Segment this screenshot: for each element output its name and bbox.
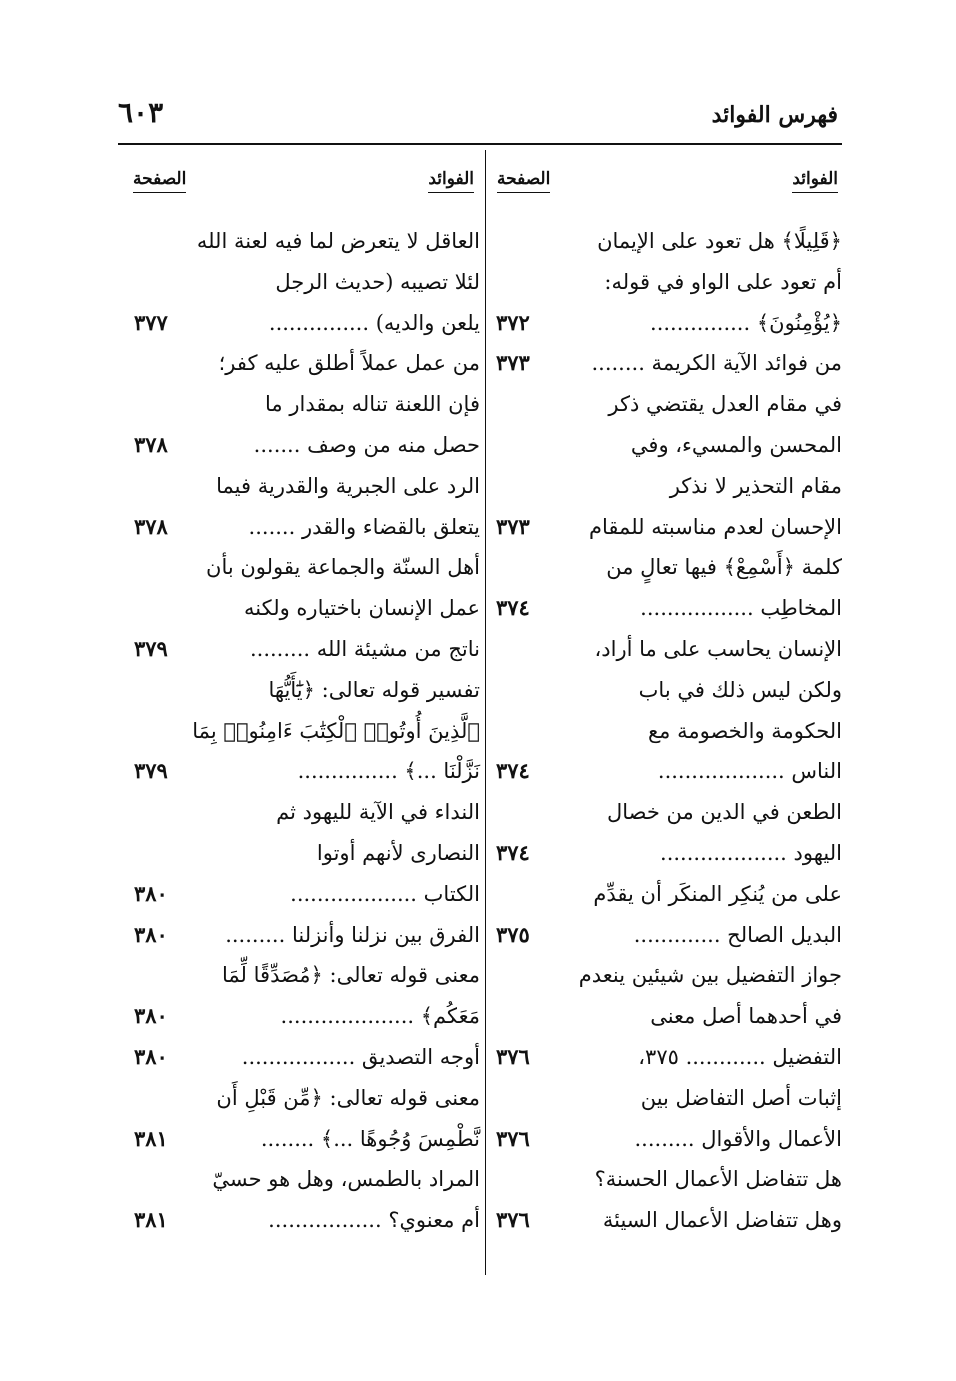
entry-text: مَعَكُم﴾ .................... bbox=[280, 1004, 480, 1029]
entry-text: يتعلق بالقضاء والقدر ....... bbox=[248, 514, 480, 539]
entry-text: الحكومة والخصومة مع bbox=[647, 718, 842, 743]
entry-text: ناتج من مشيئة الله ......... bbox=[249, 636, 480, 661]
index-entry-line bbox=[128, 384, 480, 425]
running-title: فهرس الفوائد bbox=[711, 102, 838, 128]
entry-page-number: ٣٧٣ bbox=[496, 350, 530, 376]
index-entry-line bbox=[490, 588, 842, 629]
index-entry-line bbox=[128, 1078, 480, 1119]
index-entry-line bbox=[128, 915, 480, 956]
index-entry-line bbox=[128, 751, 480, 792]
index-entry-line bbox=[490, 955, 842, 996]
entry-text: أم معنوي؟ ................. bbox=[268, 1208, 480, 1233]
index-entry-line bbox=[490, 466, 842, 507]
entry-page-number: ٣٨٠ bbox=[134, 880, 168, 906]
index-entry-line bbox=[128, 466, 480, 507]
index-entry-line bbox=[490, 303, 842, 344]
index-entry-line bbox=[128, 670, 480, 711]
index-entry-line bbox=[128, 425, 480, 466]
index-entry-line bbox=[128, 1200, 480, 1241]
index-entry-line bbox=[490, 425, 842, 466]
entry-text: أهل السنّة والجماعة يقولون بأن bbox=[206, 555, 480, 580]
entry-text: نَّطْمِسَ وُجُوهًا ...﴾ ........ bbox=[260, 1126, 480, 1151]
index-entry-line bbox=[490, 629, 842, 670]
entry-text: الناس ................... bbox=[657, 759, 842, 784]
index-entry-line bbox=[128, 1159, 480, 1200]
entry-page-number: ٣٧٧ bbox=[134, 309, 168, 335]
entry-page-number: ٣٧٤ bbox=[496, 758, 530, 784]
index-entry-line bbox=[490, 1119, 842, 1160]
entry-page-number: ٣٧٦ bbox=[496, 1207, 530, 1233]
entry-page-number: ٣٧٢ bbox=[496, 309, 530, 335]
index-entry-line bbox=[490, 711, 842, 752]
entry-page-number: ٣٧٤ bbox=[496, 595, 530, 621]
entry-text: وهل تتفاضل الأعمال السيئة bbox=[602, 1208, 842, 1233]
index-entry-line bbox=[490, 833, 842, 874]
entry-text: فإن اللعنة تناله بمقدار ما bbox=[265, 392, 480, 417]
entry-text: الفرق بين نزلنا وأنزلنا ......... bbox=[225, 922, 480, 947]
entry-text: تفسير قوله تعالى: ﴿يَٰٓأَيُّهَا bbox=[268, 677, 480, 702]
entry-text: إثبات أصل التفاضل بين bbox=[640, 1085, 842, 1110]
entry-text: الأعمال والأقوال ......... bbox=[634, 1126, 842, 1151]
entry-text: المراد بالطمس، وهل هو حسيّ bbox=[212, 1167, 480, 1192]
entry-text: في مقام العدل يقتضي ذكر bbox=[608, 392, 842, 417]
entry-text: اليهود ................... bbox=[660, 840, 842, 865]
entry-text: النداء في الآية لليهود ثم bbox=[276, 800, 480, 825]
entry-text: معنى قوله تعالى: ﴿مِّن قَبْلِ أَن bbox=[216, 1085, 480, 1110]
index-entry-line bbox=[490, 996, 842, 1037]
left-index-column bbox=[128, 221, 480, 1241]
entry-page-number: ٣٧٥ bbox=[496, 921, 530, 947]
entry-text: ولكن ليس ذلك في باب bbox=[638, 677, 842, 702]
index-entry-line bbox=[490, 507, 842, 548]
index-entry-line bbox=[490, 915, 842, 956]
index-entry-line bbox=[490, 670, 842, 711]
entry-text: أوجه التصديق ................. bbox=[241, 1044, 480, 1069]
entry-page-number: ٣٧٤ bbox=[496, 839, 530, 865]
entry-text: حصل منه من وصف ....... bbox=[253, 432, 480, 457]
entry-text: معنى قوله تعالى: ﴿مُصَدِّقًا لِّمَا bbox=[222, 963, 480, 988]
entry-text: التفضيل ............ ٣٧٥، bbox=[638, 1044, 842, 1069]
index-entry-line bbox=[128, 588, 480, 629]
left-column-page-header: الصفحة bbox=[133, 168, 186, 193]
entry-page-number: ٣٨١ bbox=[134, 1125, 168, 1151]
index-entry-line bbox=[490, 1037, 842, 1078]
index-entry-line bbox=[128, 547, 480, 588]
index-entry-line bbox=[490, 1200, 842, 1241]
index-entry-line bbox=[128, 711, 480, 752]
index-entry-line bbox=[128, 343, 480, 384]
right-index-column bbox=[490, 221, 842, 1241]
index-entry-line bbox=[490, 221, 842, 262]
entry-text: كلمة ﴿أَسْمِعْ﴾ فيها تعالٍ من bbox=[606, 555, 842, 580]
header-rule bbox=[118, 143, 842, 145]
index-entry-line bbox=[128, 874, 480, 915]
index-entry-line bbox=[490, 384, 842, 425]
index-entry-line bbox=[128, 833, 480, 874]
entry-text: لئلا تصيبه (حديث الرجل bbox=[275, 269, 480, 294]
entry-page-number: ٣٨٠ bbox=[134, 921, 168, 947]
entry-text: ﴿يُؤْمِنُونَ﴾ ............... bbox=[650, 310, 842, 335]
index-entry-line bbox=[128, 303, 480, 344]
index-entry-line bbox=[490, 874, 842, 915]
entry-text: مقام التحذير لا نذكر bbox=[669, 473, 842, 498]
left-column-topic-header: الفوائد bbox=[428, 168, 474, 193]
index-entry-line bbox=[128, 221, 480, 262]
entry-text: الإحسان لعدم مناسبته للمقام bbox=[589, 514, 842, 539]
entry-page-number: ٣٧٩ bbox=[134, 635, 168, 661]
entry-text: من فوائد الآية الكريمة ........ bbox=[591, 351, 842, 376]
entry-page-number: ٣٨٠ bbox=[134, 1003, 168, 1029]
entry-text: من عمل عملاً أطلق عليه كفر؛ bbox=[218, 351, 480, 376]
entry-text: الإنسان يحاسب على ما أراد، bbox=[594, 636, 842, 661]
entry-text: في أحدهما أصل معنى bbox=[650, 1004, 842, 1029]
entry-text: الكتاب ................... bbox=[290, 881, 480, 906]
entry-text: النصارى لأنهم أوتوا bbox=[316, 840, 480, 865]
entry-text: البديل الصالح ............. bbox=[633, 922, 842, 947]
entry-text: المخاطِب ................. bbox=[640, 596, 842, 621]
entry-text: العاقل لا يتعرض لما فيه لعنة الله bbox=[196, 229, 480, 253]
index-entry-line bbox=[128, 507, 480, 548]
column-divider bbox=[485, 150, 486, 1275]
entry-page-number: ٣٧٨ bbox=[134, 513, 168, 539]
entry-text: ﴿قَلِيلًا﴾ هل تعود على الإيمان bbox=[597, 229, 842, 253]
entry-page-number: ٣٨١ bbox=[134, 1207, 168, 1233]
entry-text: يلعن والديه) ............... bbox=[268, 310, 480, 335]
entry-text: أم تعود على الواو في قوله: bbox=[604, 269, 842, 294]
entry-text: الطعن في الدين من خصال bbox=[607, 800, 842, 825]
entry-text: جواز التفضيل بين شيئين ينعدم bbox=[578, 963, 842, 988]
index-entry-line bbox=[490, 1078, 842, 1119]
index-entry-line bbox=[490, 547, 842, 588]
entry-page-number: ٣٧٦ bbox=[496, 1043, 530, 1069]
right-column-page-header: الصفحة bbox=[497, 168, 550, 193]
entry-page-number: ٣٧٩ bbox=[134, 758, 168, 784]
entry-text: هل تتفاضل الأعمال الحسنة؟ bbox=[594, 1167, 842, 1192]
entry-text: ٱلَّذِينَ أُوتُوا۟ ٱلْكِتَٰبَ ءَامِنُوا۟ بِمَا bbox=[192, 718, 480, 743]
index-entry-line bbox=[490, 1159, 842, 1200]
index-entry-line bbox=[128, 262, 480, 303]
entry-text: المحسن والمسيء، وفي bbox=[630, 432, 842, 457]
entry-page-number: ٣٧٣ bbox=[496, 513, 530, 539]
entry-text: نَزَّلْنَا ...﴾ ............... bbox=[297, 759, 480, 784]
index-entry-line bbox=[490, 343, 842, 384]
right-column-topic-header: الفوائد bbox=[792, 168, 838, 193]
index-entry-line bbox=[128, 996, 480, 1037]
page-number: ٦٠٣ bbox=[118, 96, 164, 129]
entry-page-number: ٣٧٨ bbox=[134, 431, 168, 457]
index-entry-line bbox=[128, 1119, 480, 1160]
index-entry-line bbox=[128, 1037, 480, 1078]
entry-page-number: ٣٨٠ bbox=[134, 1043, 168, 1069]
entry-text: الرد على الجبرية والقدرية فيما bbox=[216, 473, 480, 498]
entry-page-number: ٣٧٦ bbox=[496, 1125, 530, 1151]
entry-text: عمل الإنسان باختياره ولكنه bbox=[244, 596, 480, 621]
index-entry-line bbox=[490, 792, 842, 833]
index-entry-line bbox=[128, 955, 480, 996]
index-entry-line bbox=[128, 629, 480, 670]
index-entry-line bbox=[128, 792, 480, 833]
index-entry-line bbox=[490, 751, 842, 792]
index-entry-line bbox=[490, 262, 842, 303]
entry-text: على من يُنكِر المنكَر أن يقدِّم bbox=[593, 881, 842, 906]
